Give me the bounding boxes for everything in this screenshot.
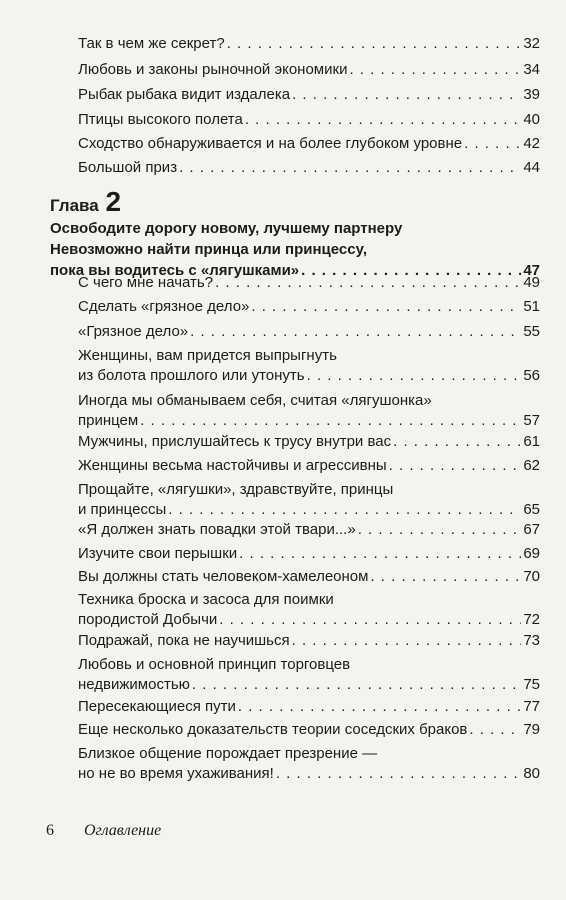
toc-entry-title: породистой Добычи bbox=[78, 611, 218, 628]
toc-entry-page: 61 bbox=[523, 433, 540, 450]
toc-entry bbox=[78, 567, 540, 587]
leader-dots bbox=[370, 567, 521, 587]
toc-entry-page: 62 bbox=[523, 457, 540, 474]
toc-entry-title: Вы должны стать человеком-хамелеоном bbox=[78, 568, 369, 585]
toc-entry-line1: Близкое общение порождает презрение — bbox=[78, 745, 378, 762]
leader-dots bbox=[168, 500, 521, 520]
leader-dots bbox=[190, 322, 521, 342]
toc-entry bbox=[78, 590, 540, 630]
toc-entry-page: 55 bbox=[523, 323, 540, 340]
toc-entry bbox=[78, 34, 540, 54]
toc-entry bbox=[78, 480, 540, 520]
leader-dots bbox=[276, 764, 521, 784]
toc-entry-line1: Любовь и основной принцип торговцев bbox=[78, 656, 351, 673]
leader-dots bbox=[349, 60, 521, 80]
toc-entry-page: 44 bbox=[523, 159, 540, 176]
toc-entry-title: С чего мне начать? bbox=[78, 274, 214, 291]
toc-entry-title: Подражай, пока не научишься bbox=[78, 632, 290, 649]
toc-entry bbox=[78, 60, 540, 80]
toc-entry-title: принцем bbox=[78, 412, 139, 429]
chapter-title: Освободите дорогу новому, лучшему партнеру bbox=[50, 220, 403, 237]
toc-entry-page: 57 bbox=[523, 412, 540, 429]
toc-entry-title: Еще несколько доказательств теории соседских браков bbox=[78, 721, 468, 738]
toc-entry bbox=[78, 134, 540, 154]
leader-dots bbox=[219, 610, 521, 630]
toc-entry bbox=[78, 85, 540, 105]
chapter-subtitle-line1: Невозможно найти принца или принцессу, bbox=[50, 241, 367, 258]
leader-dots bbox=[292, 631, 522, 651]
toc-entry bbox=[78, 158, 540, 178]
toc-entry-title: Сделать «грязное дело» bbox=[78, 298, 250, 315]
toc-entry-line1: Женщины, вам придется выпрыгнуть bbox=[78, 347, 337, 364]
toc-entry-title: «Я должен знать повадки этой твари...» bbox=[78, 521, 356, 538]
toc-entry bbox=[78, 720, 540, 740]
toc-entry-page: 80 bbox=[523, 765, 540, 782]
toc-entry-page: 42 bbox=[523, 135, 540, 152]
toc-entry-line1: Прощайте, «лягушки», здравствуйте, принцы bbox=[78, 481, 394, 498]
toc-entry-title: Пересекающиеся пути bbox=[78, 698, 236, 715]
chapter-label-text: Глава bbox=[50, 196, 99, 215]
toc-entry-title: недвижимостью bbox=[78, 676, 190, 693]
leader-dots bbox=[227, 34, 522, 54]
toc-entry-title: Рыбак рыбака видит издалека bbox=[78, 86, 291, 103]
toc-entry-title: и принцессы bbox=[78, 501, 167, 518]
toc-entry-title: Большой приз bbox=[78, 159, 178, 176]
toc-entry bbox=[78, 655, 540, 695]
leader-dots bbox=[238, 697, 521, 717]
toc-entry-page: 51 bbox=[523, 298, 540, 315]
leader-dots bbox=[464, 134, 521, 154]
chapter-heading bbox=[50, 186, 540, 281]
toc-entry-title: Мужчины, прислушайтесь к трусу внутри вас bbox=[78, 433, 392, 450]
chapter-number: 2 bbox=[105, 186, 122, 217]
footer-section-title: Оглавление bbox=[84, 822, 162, 839]
leader-dots bbox=[192, 675, 521, 695]
toc-entry bbox=[78, 391, 540, 431]
toc-entry-title: «Грязное дело» bbox=[78, 323, 189, 340]
toc-entry-page: 34 bbox=[523, 61, 540, 78]
toc-entry-page: 40 bbox=[523, 111, 540, 128]
toc-entry bbox=[78, 744, 540, 784]
leader-dots bbox=[179, 158, 521, 178]
toc-entry bbox=[78, 273, 540, 293]
toc-entry-line1: Техника броска и засоса для поимки bbox=[78, 591, 334, 608]
page-footer bbox=[46, 822, 161, 840]
toc-entry bbox=[78, 544, 540, 564]
leader-dots bbox=[245, 110, 521, 130]
toc-entry bbox=[78, 631, 540, 651]
toc-entry bbox=[78, 456, 540, 476]
toc-entry-title: Птицы высокого полета bbox=[78, 111, 243, 128]
toc-entry bbox=[78, 110, 540, 130]
footer-page-number: 6 bbox=[46, 822, 54, 839]
toc-entry-page: 72 bbox=[523, 611, 540, 628]
toc-entry-page: 56 bbox=[523, 367, 540, 384]
toc-entry bbox=[78, 322, 540, 342]
leader-dots bbox=[393, 432, 521, 452]
toc-entry-title: Женщины весьма настойчивы и агрессивны bbox=[78, 457, 387, 474]
toc-entry bbox=[78, 697, 540, 717]
leader-dots bbox=[389, 456, 522, 476]
leader-dots bbox=[251, 297, 521, 317]
toc-entry-page: 69 bbox=[523, 545, 540, 562]
toc-entry-title: Любовь и законы рыночной экономики bbox=[78, 61, 348, 78]
leader-dots bbox=[358, 520, 522, 540]
toc-entry-title: Сходство обнаруживается и на более глубоком уровне bbox=[78, 135, 463, 152]
toc-entry-title: Так в чем же секрет? bbox=[78, 35, 225, 52]
leader-dots bbox=[140, 411, 521, 431]
toc-entry-page: 77 bbox=[523, 698, 540, 715]
chapter-label bbox=[50, 186, 540, 218]
leader-dots bbox=[215, 273, 521, 293]
toc-entry-page: 39 bbox=[523, 86, 540, 103]
toc-entry-page: 32 bbox=[523, 35, 540, 52]
toc-entry-title: из болота прошлого или утонуть bbox=[78, 367, 305, 384]
chapter-subtitle-line2: пока вы водитесь с «лягушками» . . . 47 bbox=[50, 260, 540, 281]
toc-entry-title: но не во время ухаживания! bbox=[78, 765, 274, 782]
chapter-page: 47 bbox=[523, 262, 540, 279]
toc-entry-line1: Иногда мы обманываем себя, считая «лягушонка» bbox=[78, 392, 432, 409]
toc-entry-page: 75 bbox=[523, 676, 540, 693]
toc-entry-title: Изучите свои перышки bbox=[78, 545, 238, 562]
toc-entry bbox=[78, 520, 540, 540]
toc-entry bbox=[78, 297, 540, 317]
leader-dots bbox=[469, 720, 521, 740]
toc-entry-page: 73 bbox=[523, 632, 540, 649]
leader-dots bbox=[292, 85, 521, 105]
toc-entry bbox=[78, 346, 540, 386]
toc-entry-page: 79 bbox=[523, 721, 540, 738]
toc-entry-page: 65 bbox=[523, 501, 540, 518]
toc-entry-page: 70 bbox=[523, 568, 540, 585]
leader-dots bbox=[307, 366, 522, 386]
toc-entry-page: 67 bbox=[523, 521, 540, 538]
leader-dots bbox=[239, 544, 521, 564]
toc-entry bbox=[78, 432, 540, 452]
toc-entry-page: 49 bbox=[523, 274, 540, 291]
